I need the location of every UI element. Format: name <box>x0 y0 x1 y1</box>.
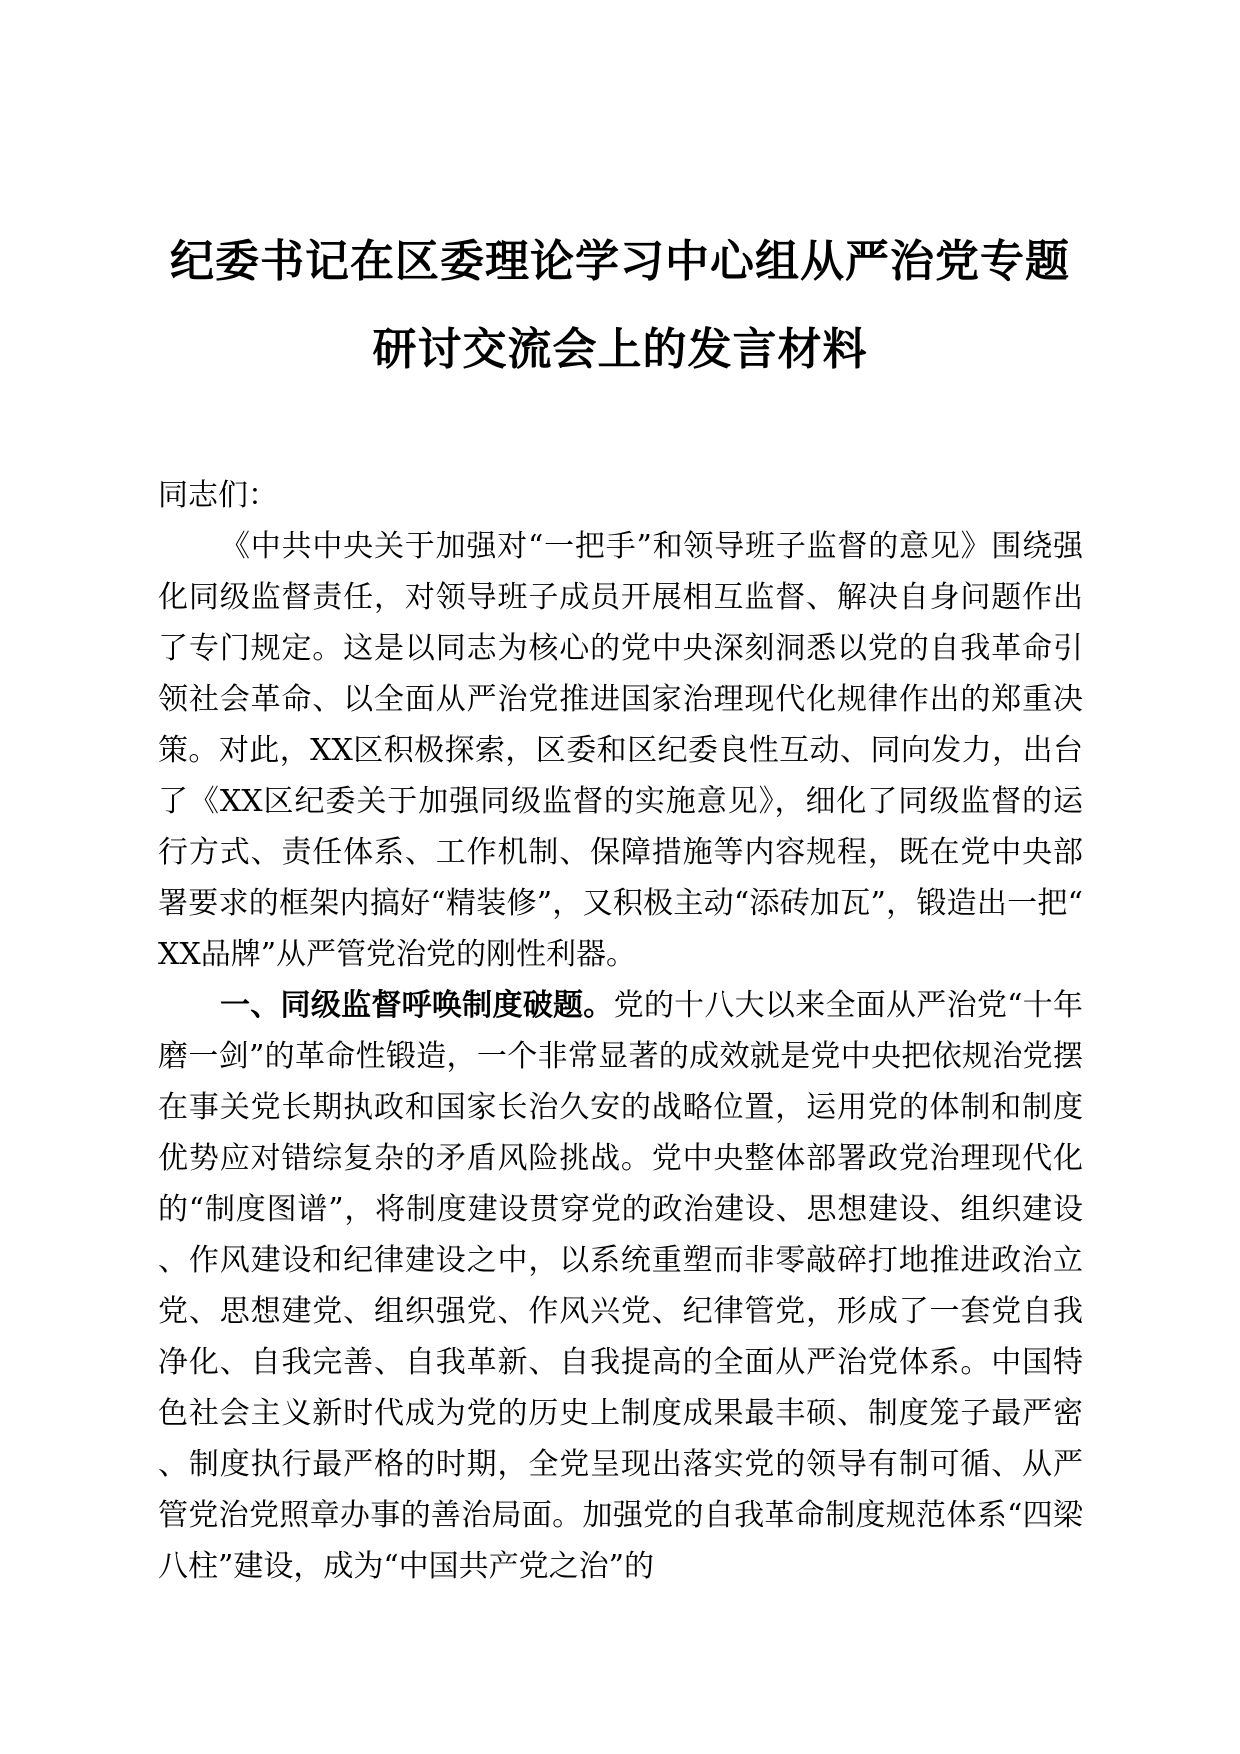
document-title <box>150 218 1090 394</box>
paragraph-section-1 <box>158 980 1083 1592</box>
document-body <box>158 470 1083 1592</box>
title-line-1: 纪委书记在区委理论学习中心组从严治党专题 <box>170 236 1070 287</box>
greeting: 同志们： <box>158 478 278 513</box>
paragraph-intro: 《中共中央关于加强对“一把手”和领导班子监督的意见》围绕强化同级监督责任，对领导班子成员开展相互监督、解决自身问题作出了专门规定。这是以同志为核心的党中央深刻洞悉以党的自我革命引领社会革命、以全面从严治党推进国家治理现代化规律作出的郑重决策。对此，XX区积极探索，区委和区纪委良性互动、同向发力，出台了《XX区纪委关于加强同级监督的实施意见》，细化了同级监督的运行方式、责任体系、工作机制、保障措施等内容规程，既在党中央部署要求的框架内搞好“精装修”，又积极主动“添砖加瓦”，锻造出一把“XX品牌”从严管党治党的刚性利器。 <box>158 529 1083 972</box>
title-line-2: 研讨交流会上的发言材料 <box>372 324 868 375</box>
section-1-text: 党的十八大以来全面从严治党“十年磨一剑”的革命性锻造，一个非常显著的成效就是党中央把依规治党摆在事关党长期执政和国家长治久安的战略位置，运用党的体制和制度优势应对错综复杂的矛盾风险挑战。党中央整体部署政党治理现代化的“制度图谱”，将制度建设贯穿党的政治建设、思想建设、组织建设、作风建设和纪律建设之中，以系统重塑而非零敲碎打地推进政治立党、思想建党、组织强党、作风兴党、纪律管党，形成了一套党自我净化、自我完善、自我革新、自我提高的全面从严治党体系。中国特色社会主义新时代成为党的历史上制度成果最丰硕、制度笼子最严密、制度执行最严格的时期，全党呈现出落实党的领导有制可循、从严管党治党照章办事的善治局面。加强党的自我革命制度规范体系“四梁八柱”建设，成为“中国共产党之治”的 <box>158 988 1084 1584</box>
section-1-heading: 一、同级监督呼唤制度破题。 <box>220 988 614 1023</box>
